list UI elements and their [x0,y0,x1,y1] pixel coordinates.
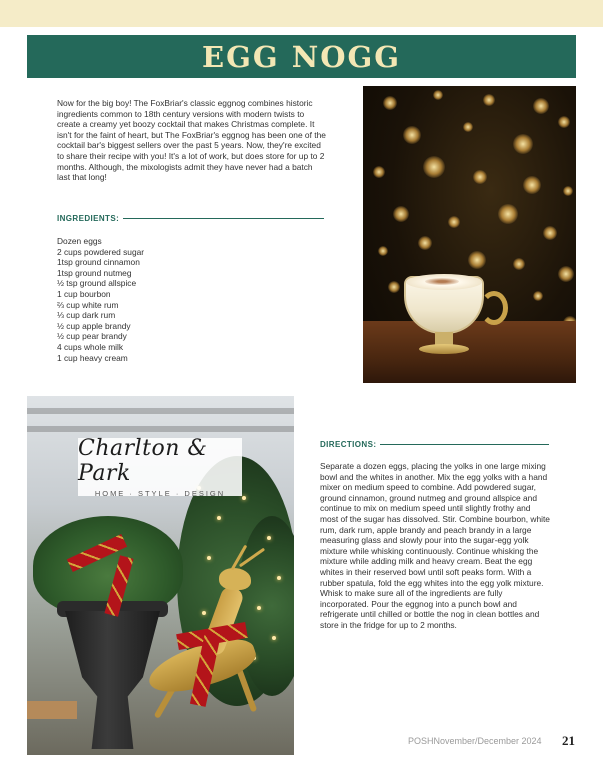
bokeh-light [463,122,473,132]
tree-light [257,606,261,610]
directions-paragraph: Separate a dozen eggs, placing the yolks in one large mixing bowl and the whites in another. Mix the egg yolks with a hand mixer on medium speed to combine. Add powdered sugar, ground cinnamon, ground nutmeg and ground allspice and continue to mix on medium speed until slightly frothy and most of the sugar has dissolved. Stir. Combine bourbon, white rum, dark rum, apple brandy and peach brandy in a large measuring glass and slowly pour into the sugar-egg yolk mixture while whisking continuously. Continue whisking the mixture while adding milk and heavy cream. Beat the egg whites in their reserved bowl until soft peaks form. With a rubber spatula, fold the egg whites into the egg yolk mixture. Whisk to make sure all of the ingredients are fully incorporated. Pour the eggnog into a punch bowl and refrigerate until chilled or bottle the nog in clean bottles and store in the fridge for up to 2 months. [320,461,550,630]
ingredients-list [57,236,257,363]
bokeh-light [373,166,385,178]
eggnog-photo [363,86,576,383]
bokeh-light [433,90,443,100]
ingredient-item: ½ tsp ground allspice [57,278,137,289]
reindeer-head [219,568,251,590]
bokeh-light [468,251,486,269]
tree-light [207,556,211,560]
bokeh-light [563,186,573,196]
bokeh-light [523,176,541,194]
title-banner [27,35,576,78]
directions-rule [380,444,549,445]
ingredients-heading [57,214,324,223]
footer-publication: POSHNovember/December 2024 [408,736,542,746]
bokeh-light [543,226,557,240]
ingredient-item: 1tsp ground nutmeg [57,267,132,278]
cinnamon-dusting [425,278,459,285]
ingredient-item: 2 cups powdered sugar [57,246,145,257]
ingredient-item: 1 cup bourbon [57,288,111,299]
bokeh-light [383,96,397,110]
tree-light [272,636,276,640]
bokeh-light [418,236,432,250]
bokeh-light [558,266,574,282]
bokeh-light [513,258,525,270]
bokeh-light [378,246,388,256]
bokeh-light [483,94,495,106]
ingredient-item: ½ cup pear brandy [57,331,127,342]
ceiling-beam [27,426,294,432]
store-logo [78,438,242,496]
tree-light [242,496,246,500]
intro-paragraph: Now for the big boy! The FoxBriar's classic eggnog combines historic ingredients common to 18th century versions with modern twists to create a creamy yet boozy cocktail that makes Christmas complete. It isn't for the faint of heart, but The FoxBriar's eggnog has been one of the cocktail bar's biggest sellers over the past 5 years. Now, they're excited to share their recipe with you! It's a lot of work, but does store for up to 2 months. Although, the mixologists admit they have never had a batch last that long! [57,98,326,183]
ceiling-beam [27,408,294,414]
ingredient-item: 1tsp ground cinnamon [57,257,140,268]
bokeh-light [533,291,543,301]
bokeh-light [448,216,460,228]
bokeh-light [403,126,421,144]
cup-base [419,344,469,354]
directions-heading [320,440,549,449]
black-urn [65,611,160,749]
bokeh-light [498,204,518,224]
bokeh-light [473,170,487,184]
ingredient-item: ⅔ cup white rum [57,299,119,310]
ingredient-item: ½ cup apple brandy [57,320,131,331]
tree-light [267,536,271,540]
bokeh-light [558,116,570,128]
bokeh-light [393,206,409,222]
tree-light [202,611,206,615]
page-title: EGG NOGG [201,39,402,74]
bokeh-light [388,281,400,293]
bokeh-light [513,134,533,154]
ingredient-item: Dozen eggs [57,236,102,246]
store-tagline: HOME · STYLE · DESIGN [94,489,226,498]
page-number: 21 [562,733,575,748]
bokeh-light [423,156,445,178]
ingredient-item: 4 cups whole milk [57,341,124,352]
ingredient-item: ⅓ cup dark rum [57,310,116,321]
tree-light [217,516,221,520]
store-brand-name: Charlton & Park [78,436,208,486]
top-band [0,0,603,27]
display-shelf [27,701,77,719]
wooden-table [363,321,576,383]
directions-heading-label: DIRECTIONS: [320,440,377,449]
bokeh-light [533,98,549,114]
cup-handle [480,291,508,325]
tree-light [277,576,281,580]
ingredients-heading-label: INGREDIENTS: [57,214,120,223]
ingredients-rule [123,218,324,219]
ingredient-item: 1 cup heavy cream [57,352,128,363]
